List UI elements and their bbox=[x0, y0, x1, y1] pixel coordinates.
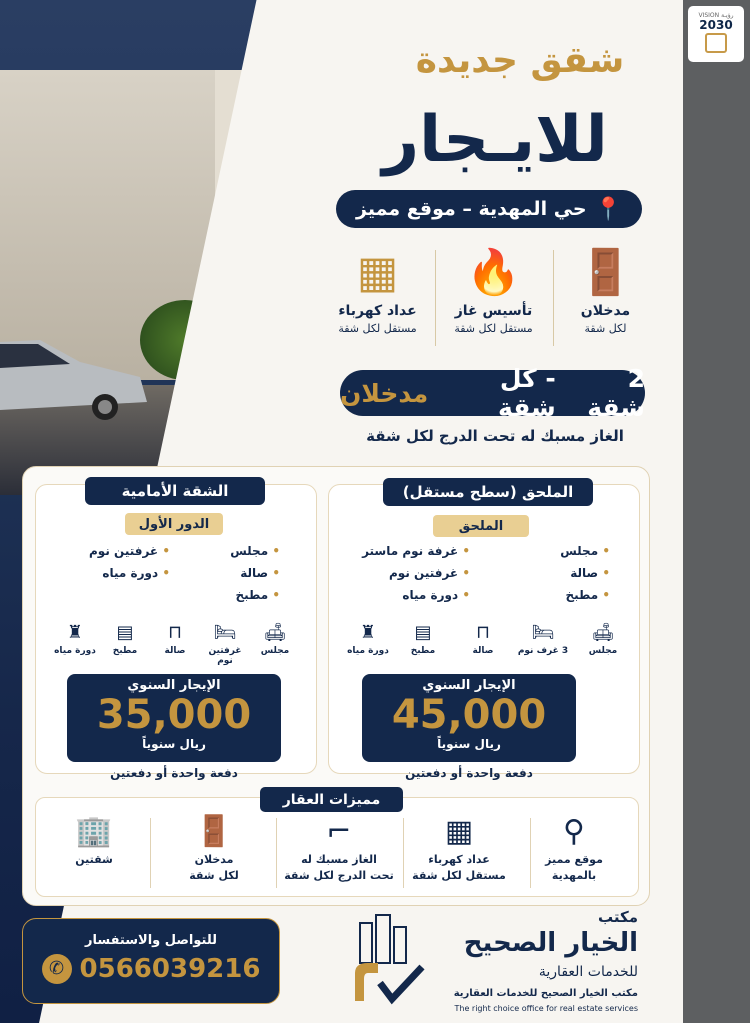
feature-subtitle: مستقل لكل شقة bbox=[454, 322, 533, 335]
property-feature bbox=[155, 812, 273, 884]
toilet-icon: ♜ bbox=[359, 622, 377, 643]
front-rooms-right bbox=[190, 540, 280, 606]
feature-line2: بالمهدية bbox=[551, 869, 597, 882]
currency-label: ريال سنوياً bbox=[142, 737, 206, 751]
front-price-box bbox=[67, 674, 281, 762]
vision-label: VISION رؤيـة bbox=[698, 12, 734, 19]
room-icon-item: ⊓ صالة bbox=[453, 620, 513, 656]
feature-line2: لكل شقة bbox=[189, 869, 239, 882]
list-item: • غرفتين نوم bbox=[389, 566, 470, 580]
gas-note: الغاز مسبك له تحت الدرج لكل شقة bbox=[366, 427, 624, 445]
banner-count: 2 شقة bbox=[587, 364, 645, 422]
feature-line1: موقع مميز bbox=[545, 853, 603, 866]
banner-text: - كل شقة bbox=[498, 364, 556, 422]
feature-title: مدخلان bbox=[580, 303, 631, 319]
kitchen-icon: ▤ bbox=[414, 622, 432, 643]
room-icon-item: ♜ دورة مياه bbox=[50, 620, 100, 666]
page-title: للايـجار bbox=[382, 103, 608, 177]
toilet-icon: ♜ bbox=[66, 622, 84, 643]
car-image bbox=[0, 322, 147, 420]
brand-prefix: مكتب bbox=[597, 908, 638, 926]
annex-price-box bbox=[362, 674, 576, 762]
property-feature bbox=[280, 812, 398, 884]
annex-price: 45,000 bbox=[391, 692, 547, 738]
brand-name: الخيار الصحيح bbox=[463, 928, 638, 958]
property-feature bbox=[400, 812, 518, 884]
feature-subtitle: مستقل لكل شقة bbox=[338, 322, 417, 335]
property-feature bbox=[515, 812, 633, 884]
list-item: • غرفة نوم ماستر bbox=[362, 544, 470, 558]
annex-icons bbox=[343, 620, 633, 656]
list-item: • صالة bbox=[570, 566, 610, 580]
divider bbox=[553, 250, 554, 346]
side-strip bbox=[683, 0, 750, 1023]
door-icon: 🚪 bbox=[578, 247, 633, 298]
front-rooms-left bbox=[70, 540, 170, 584]
sofa-icon: ⊓ bbox=[167, 622, 183, 643]
annex-rooms-left bbox=[350, 540, 470, 606]
front-payment: دفعة واحدة أو دفعتين bbox=[110, 766, 238, 780]
divider bbox=[276, 818, 277, 888]
location-pin-icon: ⚲ bbox=[563, 814, 585, 849]
brand-english: The right choice office for real estate services bbox=[454, 1004, 638, 1013]
room-icon-item: 🛏 غرفتين نوم bbox=[200, 620, 250, 666]
office-logo-mark bbox=[705, 33, 727, 53]
annex-rooms-right bbox=[510, 540, 610, 606]
divider bbox=[435, 250, 436, 346]
stairs-icon: ⌐ bbox=[326, 814, 352, 849]
majlis-sofa-icon: 🛋 bbox=[263, 622, 287, 643]
feature-gas bbox=[436, 245, 551, 355]
divider bbox=[403, 818, 404, 888]
front-icons bbox=[50, 620, 300, 666]
brand-tagline: للخدمات العقارية bbox=[538, 964, 638, 980]
room-icon-item: ▤ مطبخ bbox=[393, 620, 453, 656]
majlis-sofa-icon: 🛋 bbox=[591, 622, 615, 643]
vision-2030-logo bbox=[688, 6, 744, 62]
location-pill bbox=[336, 190, 642, 228]
phone-number[interactable]: 0566039216 bbox=[79, 954, 261, 984]
rent-label: الإيجار السنوي bbox=[422, 678, 516, 693]
door-icon: 🚪 bbox=[195, 814, 233, 849]
divider bbox=[530, 818, 531, 888]
room-icon-item: ⊓ صالة bbox=[150, 620, 200, 666]
list-item: • مجلس bbox=[560, 544, 610, 558]
annex-subtitle: الملحق bbox=[433, 515, 529, 537]
feature-line2: مستقل لكل شقة bbox=[412, 869, 506, 882]
buildings-icon: 🏢 bbox=[75, 814, 113, 849]
property-feature bbox=[35, 812, 153, 868]
feature-line1: عداد كهرباء bbox=[428, 853, 490, 866]
title-top: شقق جديدة bbox=[415, 40, 625, 81]
location-text: حي المهدية – موقع مميز bbox=[356, 198, 587, 220]
whatsapp-icon[interactable]: ✆ bbox=[42, 954, 72, 984]
list-item: • مطبخ bbox=[565, 588, 610, 602]
room-icon-item: 🛋 مجلس bbox=[250, 620, 300, 666]
contact-box[interactable] bbox=[22, 918, 280, 1004]
feature-subtitle: لكل شقة bbox=[584, 322, 627, 335]
list-item: • دورة مياه bbox=[402, 588, 470, 602]
room-icon-item: 🛋 مجلس bbox=[573, 620, 633, 656]
brand-fullname: مكتب الخيار الصحيح للخدمات العقارية bbox=[453, 988, 638, 999]
feature-line1: شقتين bbox=[75, 853, 113, 866]
feature-line1: الغاز مسبك له bbox=[301, 853, 377, 866]
annex-payment: دفعة واحدة أو دفعتين bbox=[405, 766, 533, 780]
room-icon-item: ▤ مطبخ bbox=[100, 620, 150, 666]
currency-label: ريال سنوياً bbox=[437, 737, 501, 751]
vision-year: 2030 bbox=[699, 18, 733, 32]
property-features-title: مميزات العقار bbox=[260, 787, 403, 812]
brand-logo-icon bbox=[350, 913, 430, 1005]
feature-title: عداد كهرباء bbox=[338, 303, 417, 319]
room-icon-item: ♜ دورة مياه bbox=[343, 620, 393, 656]
electric-meter-icon: ▦ bbox=[356, 247, 399, 298]
location-pin-icon: 📍 bbox=[594, 196, 623, 222]
kitchen-icon: ▤ bbox=[116, 622, 134, 643]
annex-title: الملحق (سطح مستقل) bbox=[383, 478, 593, 506]
front-price: 35,000 bbox=[96, 692, 252, 738]
brand-block bbox=[330, 908, 648, 1018]
contact-label: للتواصل والاستفسار bbox=[84, 933, 218, 948]
rent-label: الإيجار السنوي bbox=[127, 678, 221, 693]
feature-line1: مدخلان bbox=[194, 853, 234, 866]
list-item: • دورة مياه bbox=[102, 566, 170, 580]
list-item: • مطبخ bbox=[235, 588, 280, 602]
list-item: • صالة bbox=[240, 566, 280, 580]
apartments-banner bbox=[340, 364, 645, 422]
banner-highlight: مدخلان bbox=[340, 378, 429, 408]
phone-row[interactable] bbox=[23, 954, 279, 984]
front-subtitle: الدور الأول bbox=[125, 513, 223, 535]
bed-icon: 🛏 bbox=[531, 622, 555, 643]
front-title: الشقة الأمامية bbox=[85, 477, 265, 505]
feature-entrances bbox=[548, 245, 663, 355]
electric-meter-icon: ▦ bbox=[444, 814, 474, 849]
feature-line2: تحت الدرج لكل شقة bbox=[284, 869, 394, 882]
feature-title: تأسيس غاز bbox=[454, 303, 533, 319]
list-item: • غرفتين نوم bbox=[89, 544, 170, 558]
room-icon-item: 🛏 3 غرف نوم bbox=[513, 620, 573, 656]
gas-flame-icon: 🔥 bbox=[466, 247, 521, 298]
sofa-icon: ⊓ bbox=[475, 622, 491, 643]
feature-meter bbox=[320, 245, 435, 355]
bed-icon: 🛏 bbox=[213, 622, 237, 643]
list-item: • مجلس bbox=[230, 544, 280, 558]
